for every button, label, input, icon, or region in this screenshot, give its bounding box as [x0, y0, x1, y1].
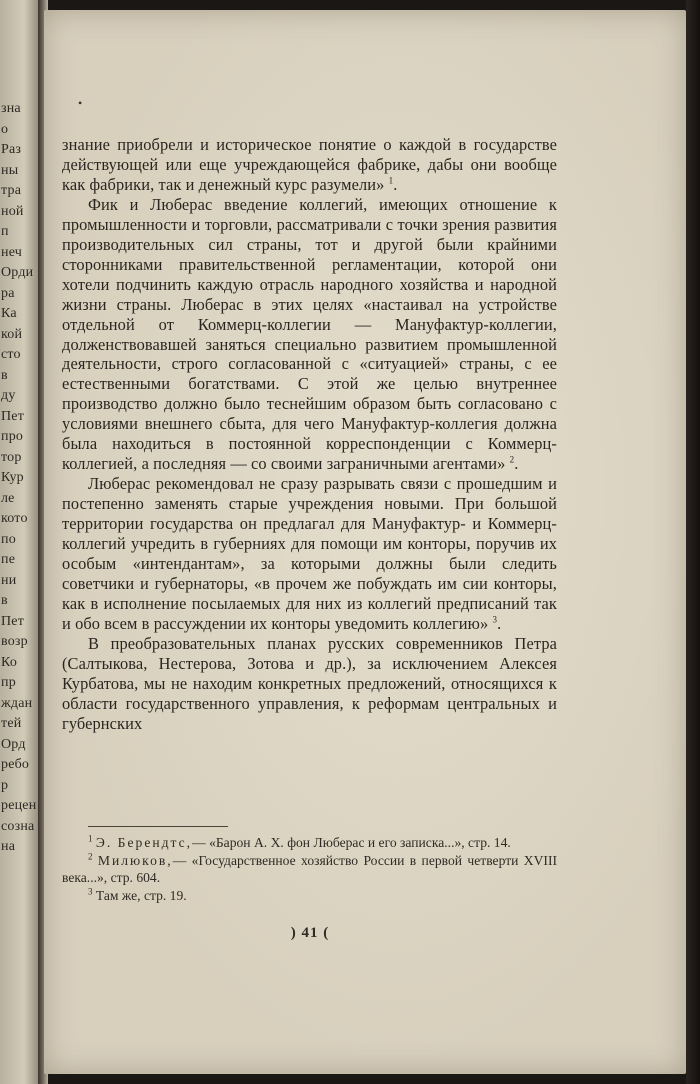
left-page-fragment: Пет [1, 408, 25, 424]
left-page-fragment: Раз [1, 142, 22, 157]
left-page-fragment: Ка [1, 306, 17, 321]
left-page-fragment: тра [1, 183, 22, 198]
footnote-2 [62, 852, 557, 887]
left-page-fragment: о [1, 121, 9, 137]
footnote-ref: 1 [388, 175, 394, 186]
footnote-mark: 3 [88, 886, 93, 897]
footnote-text: — «Государственное хозяйство России в первой четверти XVIII века...», стр. 604. [62, 852, 557, 886]
left-page-fragment: ны [1, 162, 19, 178]
paragraph-text: знание приобрели и историческое понятие о каждой в государстве действующей или еще учреждающейся фабрике, дабы они вообще как фабрики, так и денежный курс разумели» [62, 135, 557, 194]
paragraph-text: Люберас рекомендовал не сразу разрывать связи с прошедшим и постепенно заменять старые учреждения новыми. При большой территории государства он предлагал для Мануфактур- и Коммерц-коллегий учредить в губерниях для помощи им конторы, поручив их особым «интендантам», за которыми должны были следить советчики и губернаторы, «в прочем же побуждать им сии конторы, как в исполнение посылаемых для них из коллегий предписаний так и обо всем в рассуждении их конторы уведомить коллегию» [62, 474, 557, 633]
left-page-fragment: ждан [1, 695, 33, 711]
left-page-fragment: неч [1, 244, 22, 260]
left-page-fragment: ни [1, 572, 17, 588]
footnote-text: — «Барон А. Х. фон Люберас и его записка...», стр. 14. [192, 835, 511, 850]
paragraph-4 [62, 634, 557, 734]
left-page-fragment: по [1, 531, 16, 547]
left-page-fragment: ра [1, 285, 15, 301]
left-page-fragment: про [1, 429, 24, 444]
left-page-fragment: кой [1, 326, 23, 342]
left-page-fragment: п [1, 224, 9, 239]
paragraph-2: Фик и Люберас введение коллегий, имеющих отношение к промышленности и торговли, рассматривали с точки зрения развития производительных сил страны, тот и другой были крайними сторонниками правительственной регламентации, которой они хотели подчинить каждую отрасль народного хозяйства и народной жизни страны. Люберас в этих целях «настаивал на устройстве отдельной от Коммерц-коллегии — Мануфактур-коллегии, долженствовавшей заняться специально развитием промышленной деятельности, строго согласованной с «ситуацией» страны, с ее естественными богатствами. С этой же целью внутреннее производство должно было теснейшим образом быть согласовано с условиями внешнего сбыта, для чего Мануфактур-коллегия должна была находиться в постоянной корреспонденции с Коммерц-коллегией, а последняя — со своими заграничными агентами» $^2$. [62, 194, 557, 474]
page-number: ) 41 ( [290, 925, 330, 941]
left-page-fragment: созна [1, 818, 35, 834]
left-page-fragment: зна [1, 101, 21, 116]
ink-speck: • [78, 96, 83, 110]
left-page-fragment: на [1, 839, 16, 854]
footnote-author: Э. Берендтс, [95, 835, 193, 850]
footnote-mark: 2 [88, 851, 93, 862]
left-page-fragment: Ко [1, 654, 18, 670]
left-page-fragment: в [1, 593, 8, 608]
left-page-fragment: ле [1, 490, 15, 506]
footnote-mark: 1 [88, 833, 93, 844]
left-page-fragment: сто [1, 347, 21, 362]
paragraph-1: знание приобрели и историческое понятие о каждой в государстве действующей или еще учреждающейся фабрике, дабы они вообще как фабрики, так и денежный курс разумели» $^1$. [62, 135, 557, 194]
paragraph-text: В преобразовательных планах русских современников Петра (Салтыкова, Нестерова, Зотова и др.), за исключением Алексея Курбатова, мы не находим конкретных предложений, относящихся к области государственного управления, к реформам центральных и губернских [62, 633, 557, 733]
footnote-ref: 2 [509, 454, 515, 465]
body-text [62, 135, 557, 734]
left-page-fragment: тор [1, 449, 22, 465]
left-page-fragment: ду [1, 388, 16, 403]
left-page-fragment: тей [1, 716, 22, 731]
left-page-fragment: пр [1, 675, 16, 690]
left-page-fragment: Орди [1, 265, 34, 280]
footnote-1 [62, 834, 557, 852]
left-page-edge [0, 0, 40, 1084]
footnote-ref: 3 [492, 614, 498, 625]
footnotes [62, 834, 557, 904]
left-page-fragment: ной [1, 203, 24, 219]
footnote-text: Там же, стр. 19. [95, 887, 187, 903]
left-page-fragment: р [1, 777, 9, 793]
left-page-fragment: возр [1, 634, 28, 649]
paragraph-3: Люберас рекомендовал не сразу разрывать связи с прошедшим и постепенно заменять старые учреждения новыми. При большой территории государства он предлагал для Мануфактур- и Коммерц-коллегий учредить в губерниях для помощи им конторы, поручив их особым «интендантам», за которыми должны были следить советчики и губернаторы, «в прочем же побуждать им сии конторы, как в исполнение посылаемых для них из коллегий предписаний так и обо всем в рассуждении их конторы уведомить коллегию» $^3$. [62, 474, 557, 633]
left-page-fragment: пе [1, 552, 16, 567]
footnote-3 [62, 887, 557, 905]
footnote-author: Милюков, [97, 852, 173, 868]
left-page-fragment: ребо [1, 757, 30, 772]
left-page-fragment: Орд [1, 736, 26, 752]
left-page-fragment: Пет [1, 613, 25, 629]
footnote-divider [88, 826, 228, 827]
paragraph-text: Фик и Люберас введение коллегий, имеющих отношение к промышленности и торговли, рассматривали с точки зрения развития производительных сил страны, тот и другой были крайними сторонниками правительственной регламентации, которой они хотели подчинить каждую отрасль народного хозяйства и народной жизни страны. Люберас в этих целях «настаивал на устройстве отдельной от Коммерц-коллегии — Мануфактур-коллегии, долженствовавшей заняться специально развитием промышленной деятельности, строго согласованной с «ситуацией» страны, с ее естественными богатствами. С этой же целью внутреннее производство должно было теснейшим образом быть согласовано с условиями внешнего сбыта, для чего Мануфактур-коллегия должна была находиться в постоянной корреспонденции с Коммерц-коллегией, а последняя — со своими заграничными агентами» [62, 194, 557, 474]
right-page-edge [686, 0, 700, 1084]
left-page-fragment: Кур [1, 470, 24, 485]
left-page-fragment: в [1, 367, 8, 383]
left-page-fragment: рецен [1, 798, 37, 813]
left-page-fragment: кото [1, 511, 28, 526]
